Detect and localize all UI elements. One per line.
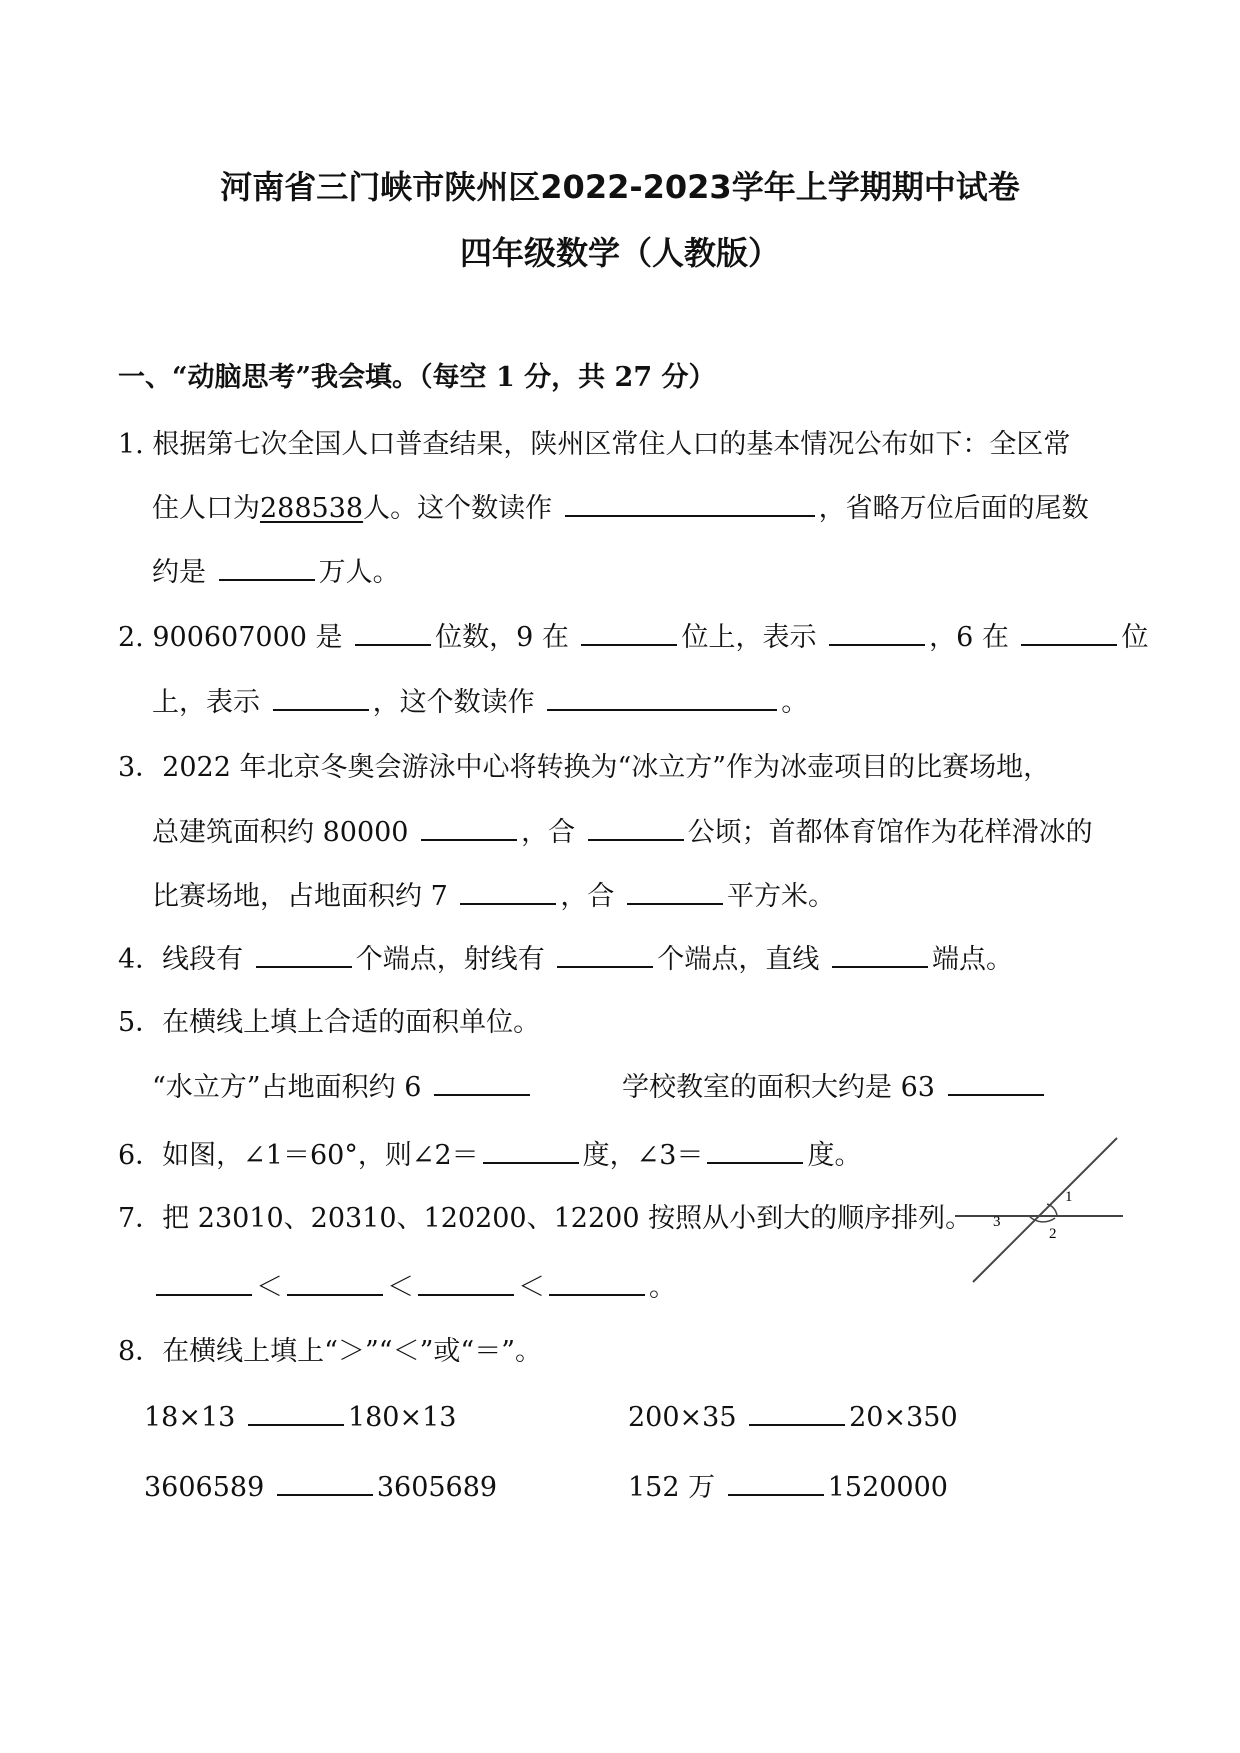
q4-line [118,940,1013,980]
q3-text: ，合 [560,881,615,912]
answer-blank[interactable] [557,940,653,968]
answer-blank[interactable] [549,1268,645,1296]
q1-text: 人。这个数读作 [363,493,553,524]
q8-text: 180×13 [347,1402,457,1433]
answer-blank[interactable] [948,1068,1044,1096]
q6-text: 度。 [807,1140,862,1171]
page-subtitle: 四年级数学（人教版） [459,234,780,272]
q3-text: 公顷；首都体育馆作为花样滑冰的 [687,817,1093,848]
q2-text: 2. 900607000 是 [118,622,343,653]
q2-text: ，这个数读作 [372,687,535,718]
q4-text: 4．线段有 [118,944,244,975]
q7-end: 。 [649,1272,676,1303]
q6-text: 6．如图，∠1＝60°，则∠2＝ [118,1140,479,1171]
q3-line2 [152,813,1093,853]
answer-blank[interactable] [707,1136,803,1164]
q5-line1: 5．在横线上填上合适的面积单位。 [118,1007,541,1038]
answer-blank[interactable] [829,618,925,646]
answer-blank[interactable] [547,683,777,711]
q7-line2 [152,1268,676,1308]
angle-label-1: 1 [1065,1189,1073,1205]
q8-text: 3606589 [144,1472,265,1503]
answer-blank[interactable] [256,940,352,968]
answer-blank[interactable] [355,618,431,646]
q6-text: 度，∠3＝ [582,1140,704,1171]
slanted-line [973,1138,1117,1282]
q4-text: 个端点，直线 [657,944,820,975]
answer-blank[interactable] [627,877,723,905]
q7-line1: 7．把 23010、20310、120200、12200 按照从小到大的顺序排列。 [118,1203,973,1234]
q8-pair4 [628,1468,948,1508]
answer-blank[interactable] [728,1468,824,1496]
answer-blank[interactable] [219,553,315,581]
q3-text: 比赛场地，占地面积约 7 [152,881,448,912]
q1-text: ，省略万位后面的尾数 [818,493,1089,524]
q2-text: 。 [781,687,809,718]
answer-blank[interactable] [418,1268,514,1296]
less-than: ＜ [387,1272,414,1303]
q5-line2a [152,1068,534,1108]
q8-text: 1520000 [827,1472,948,1503]
q1-text: 约是 [152,557,206,588]
angle-label-3: 3 [993,1214,1001,1230]
q8-text: 152 万 [628,1472,716,1503]
q1-text: 万人。 [318,557,400,588]
q5-text: 学校教室的面积大约是 63 [622,1072,935,1103]
q2-text: 上，表示 [152,687,260,718]
answer-blank[interactable] [287,1268,383,1296]
answer-blank[interactable] [565,489,815,517]
answer-blank[interactable] [248,1398,344,1426]
answer-blank[interactable] [588,813,684,841]
answer-blank[interactable] [1021,618,1117,646]
answer-blank[interactable] [421,813,517,841]
q8-text: 200×35 [628,1402,737,1433]
q4-text: 端点。 [931,944,1013,975]
answer-blank[interactable] [273,683,369,711]
q8-pair3 [144,1468,497,1508]
q1-line2 [152,489,1089,529]
q2-text: ，6 在 [929,622,1009,653]
q2-text: 位数，9 在 [435,622,569,653]
q3-text: 平方米。 [726,881,835,912]
answer-blank[interactable] [460,877,556,905]
q8-text: 18×13 [144,1402,236,1433]
page-title: 河南省三门峡市陕州区2022-2023学年上学期期中试卷 [220,168,1020,206]
q8-line1: 8．在横线上填上“＞”“＜”或“＝”。 [118,1336,542,1367]
q5-line2b [622,1068,1048,1108]
less-than: ＜ [518,1272,545,1303]
q2-line1 [118,618,1148,658]
q2-text: 位 [1121,622,1149,653]
q8-text: 20×350 [849,1402,958,1433]
answer-blank[interactable] [749,1398,845,1426]
q6-line [118,1136,861,1176]
population-number: 288538 [260,493,364,524]
less-than: ＜ [256,1272,283,1303]
q2-text: 位上，表示 [681,622,817,653]
section-heading: 一、“动脑思考”我会填。（每空 1 分，共 27 分） [118,362,716,393]
answer-blank[interactable] [483,1136,579,1164]
q2-line2 [152,683,808,723]
angle-label-2: 2 [1049,1226,1057,1242]
q1-line3 [152,553,400,593]
q3-line1: 3．2022 年北京冬奥会游泳中心将转换为“冰立方”作为冰壶项目的比赛场地， [118,752,1051,783]
q3-text: ，合 [521,817,576,848]
answer-blank[interactable] [156,1268,252,1296]
answer-blank[interactable] [581,618,677,646]
answer-blank[interactable] [832,940,928,968]
q1-text: 住人口为 [152,493,260,524]
answer-blank[interactable] [277,1468,373,1496]
q8-pair2 [628,1398,958,1438]
q1-line1: 1. 根据第七次全国人口普查结果，陕州区常住人口的基本情况公布如下：全区常 [118,429,1071,460]
q3-line3 [152,877,835,917]
q8-pair1 [144,1398,456,1438]
q3-text: 总建筑面积约 80000 [152,817,409,848]
answer-blank[interactable] [434,1068,530,1096]
q5-text: “水立方”占地面积约 6 [152,1072,422,1103]
q4-text: 个端点，射线有 [355,944,545,975]
q8-text: 3605689 [376,1472,498,1503]
